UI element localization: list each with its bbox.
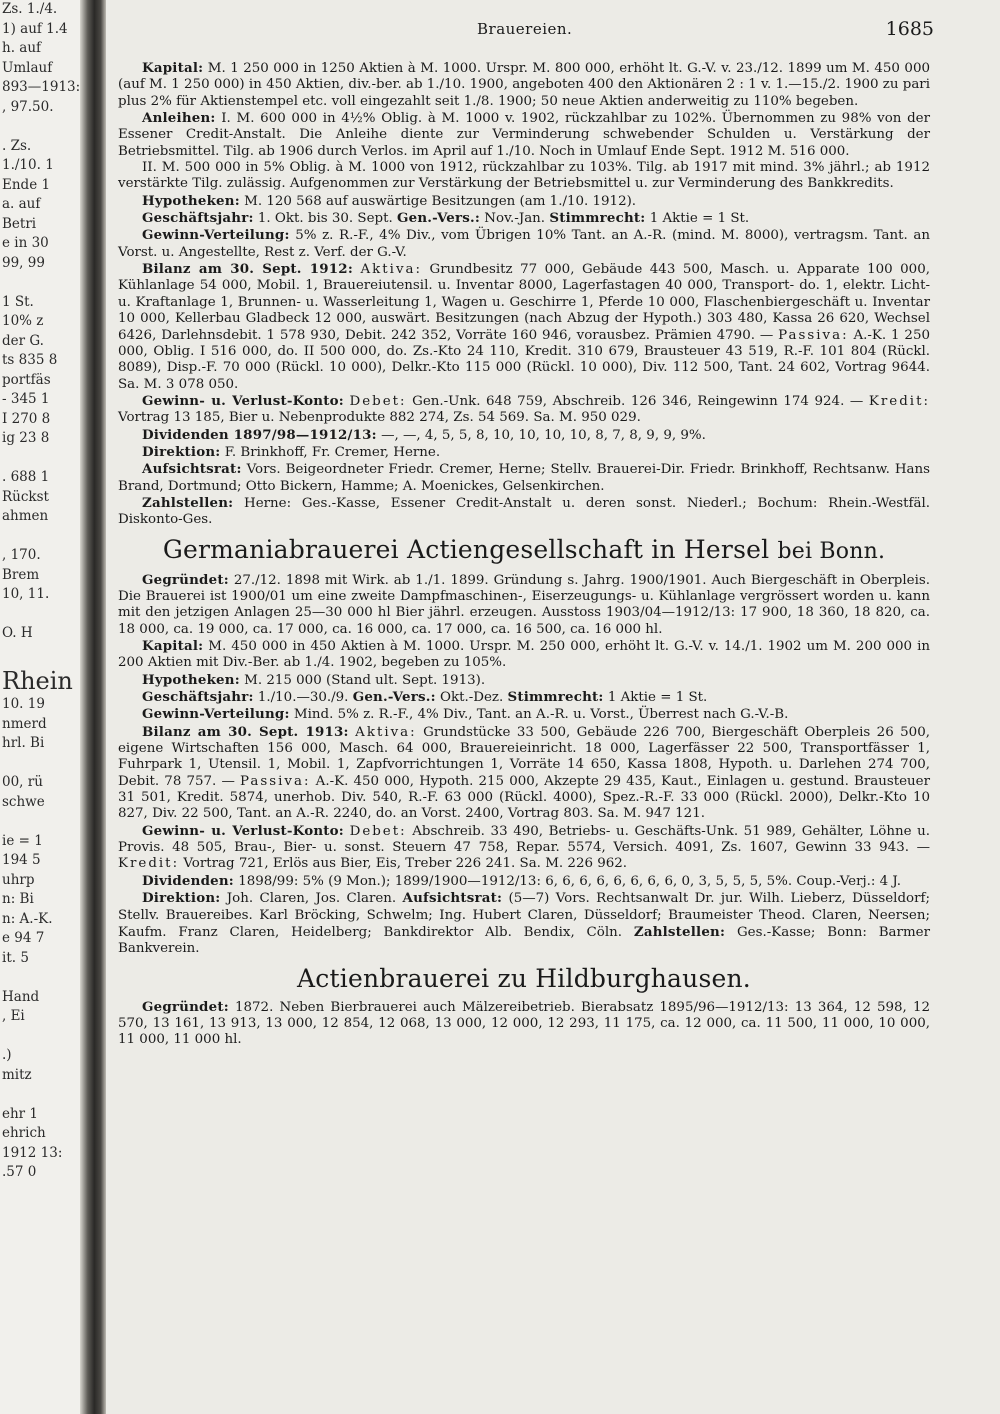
margin-fragment: Rückst — [2, 488, 49, 505]
kredit-text: Vortrag 13 185, Bier u. Nebenprodukte 882 274, Zs. 54 569. Sa. M. 950 029. — [118, 410, 641, 426]
gegruendet-label: Gegründet: — [142, 998, 229, 1015]
aufsichtsrat-text: (5—7) Vors. Rechtsanwalt Dr. jur. Wilh. Lieberz, Düsseldorf; Stellv. Brauereibes. Karl Bröcking, Schwelm; Ing. Hubert Claren, Düsseldorf; Braumeister Theod. Claren, Neersen; Kaufm. Franz Claren, Heidelberg; Bankdirektor Alb. Bendix, Cöln. — [118, 891, 930, 940]
debet-word: Debet: — [349, 823, 407, 839]
margin-fragment: Betri — [2, 215, 37, 232]
margin-fragment: 00, rü — [2, 774, 43, 790]
margin-fragment — [0, 644, 80, 664]
gegruendet-label: Gegründet: — [142, 571, 229, 588]
zahlstellen-text: Ges.-Kasse; Bonn: Barmer Bankverein. — [118, 924, 930, 957]
passiva-text: A.-K. 1 250 000, Oblig. I 516 000, do. II 500 000, do. Zs.-Kto 24 110, Kredit. 310 679, Brausteuer 43 519, R.-F. 101 804 (Rückl. 8089), Disp.-F. 70 000 (Rückl. 10 000), Delkr.-Kto 115 000 (Rückl. 10 000), Div. 112 500, Tant. 24 602, Vortrag 9644. Sa. M. 3 078 050. — [118, 327, 930, 392]
margin-fragment: Hand — [2, 988, 40, 1005]
genvers-label: Gen.-Vers.: — [352, 689, 436, 706]
margin-fragment: h. auf — [2, 40, 42, 56]
margin-fragment: 1 St. — [2, 293, 34, 310]
margin-fragment: e in 30 — [2, 235, 49, 251]
aufsichtsrat-paragraph — [118, 461, 930, 495]
stimmrecht-label: Stimmrecht: — [507, 689, 604, 706]
margin-fragment: 10, 11. — [2, 586, 50, 602]
margin-fragment: O. H — [2, 625, 33, 641]
margin-fragment: 99, 99 — [2, 254, 45, 271]
margin-fragment: n: Bi — [2, 891, 34, 907]
guv-label: Gewinn- u. Verlust-Konto: — [142, 822, 344, 839]
document-page — [112, 0, 938, 1414]
margin-fragment — [0, 754, 80, 774]
bilanz-paragraph — [118, 261, 930, 393]
gegruendet-text: 1872. Neben Bierbrauerei auch Mälzereibetrieb. Bierabsatz 1895/96—1912/13: 13 364, 12 598, 12 570, 13 161, 13 913, 13 000, 12 854, 12 068, 13 000, 12 000, 12 293, 11 175, ca. 12 000, ca. 11 500, 11 000, 10 000, 11 000, 11 000 hl. — [118, 999, 930, 1048]
margin-fragment — [0, 605, 80, 625]
margin-fragment: nmerd — [2, 715, 47, 732]
margin-fragment: ts 835 8 — [2, 352, 58, 368]
margin-fragment: 194 5 — [2, 852, 41, 868]
debet-text: Gen.-Unk. 648 759, Abschreib. 126 346, Reingewinn 174 924. — — [412, 393, 864, 409]
margin-fragment: . 688 1 — [2, 469, 50, 485]
dividenden-label: Dividenden: — [142, 872, 234, 889]
direktion-paragraph — [118, 444, 930, 461]
kredit-text: Vortrag 721, Erlös aus Bier, Eis, Treber 226 241. Sa. M. 226 962. — [183, 856, 628, 872]
margin-fragment: portfäs — [2, 371, 51, 388]
margin-fragment: Umlauf — [2, 59, 53, 76]
hypotheken-paragraph — [118, 193, 930, 210]
margin-fragment — [0, 273, 80, 293]
margin-fragment: 1) auf 1.4 — [2, 20, 68, 37]
gewinnverteilung-label: Gewinn-Verteilung: — [142, 227, 290, 244]
anleihen-paragraph-2 — [118, 160, 930, 193]
guv-paragraph — [118, 393, 930, 427]
genvers-label: Gen.-Vers.: — [397, 210, 481, 227]
aufsichtsrat-text: Vors. Beigeordneter Friedr. Cremer, Herne; Stellv. Brauerei-Dir. Friedr. Brinkhoff, Rechtsanw. Hans Brand, Dortmund; Otto Bickern, Hamme; A. Moenickes, Gelsenkirchen. — [118, 462, 930, 494]
gewinnverteilung-paragraph — [118, 227, 930, 261]
genvers-text: Okt.-Dez. — [439, 690, 504, 706]
kapital-label: Kapital: — [142, 638, 204, 654]
left-margin-bleed — [0, 0, 80, 1414]
margin-fragment: 10% z — [2, 313, 44, 329]
running-title: Brauereien. — [477, 20, 573, 38]
kapital-text: M. 1 250 000 in 1250 Aktien à M. 1000. Urspr. M. 800 000, erhöht lt. G.-V. v. 23./12. 1899 um M. 450 000 (auf M. 1 250 000) in 450 Aktien, div.-ber. ab 1./10. 1900, angeboten 400 den Aktionären 2 : 1 v. 1.—15./2. 1900 zu pari plus 2% für Aktienstempel etc. voll eingezahlt seit 1./8. 1900; 50 neue Aktien anderweitig zu 110% begeben. — [118, 61, 930, 109]
hypotheken-label: Hypotheken: — [142, 671, 240, 688]
margin-fragment — [0, 449, 80, 469]
margin-fragment: Ende 1 — [2, 176, 51, 193]
guv-label: Gewinn- u. Verlust-Konto: — [142, 392, 344, 409]
genvers-text: Nov.-Jan. — [484, 211, 546, 227]
company-heading-hildburghausen — [118, 964, 930, 994]
margin-fragment: , 97.50. — [2, 98, 54, 115]
passiva-word: Passiva: — [778, 327, 849, 343]
bilanz-label: Bilanz am 30. Sept. 1913: — [142, 723, 349, 740]
dividenden-label: Dividenden 1897/98—1912/13: — [142, 426, 377, 443]
debet-text: Abschreib. 33 490, Betriebs- u. Geschäfts-Unk. 51 989, Gehälter, Löhne u. Provis. 48 505, Brau-, Bier- u. sonst. Steuern 47 758, Repar. 5574, Versich. 4091, Zs. 1607, Gewinn 33 943. — — [118, 823, 931, 856]
guv-paragraph — [118, 823, 930, 873]
anleihen-text-2: II. M. 500 000 in 5% Oblig. à M. 1000 von 1912, rückzahlbar zu 103%. Tilg. ab 1917 mit mind. 3% jährl.; ab 1912 verstärkte Tilg. zulässig. Aufgenommen zur Verstärkung der Betriebsmittel u. zur Verminderung des Bankkredits. — [118, 160, 930, 192]
margin-fragment: .57 0 — [2, 1164, 37, 1180]
direktion-text: Joh. Claren, Jos. Claren. — [226, 891, 397, 907]
passiva-word: Passiva: — [240, 773, 311, 789]
geschaeftsjahr-text: 1. Okt. bis 30. Sept. — [257, 211, 393, 227]
zahlstellen-text: Herne: Ges.-Kasse, Essener Credit-Anstalt u. deren sonst. Niederl.; Bochum: Rhein.-Westfäl. Diskonto-Ges. — [118, 495, 930, 528]
margin-fragment — [0, 968, 80, 988]
gewinnverteilung-text: Mind. 5% z. R.-F., 4% Div., Tant. an A.-R. u. Vorst., Überrest nach G.-V.-B. — [293, 707, 789, 723]
dividenden-text: —, —, 4, 5, 5, 8, 10, 10, 10, 10, 8, 7, 8, 9, 9, 9%. — [381, 427, 706, 443]
margin-fragment: it. 5 — [2, 949, 29, 966]
gewinnverteilung-text: 5% z. R.-F., 4% Div., vom Übrigen 10% Tant. an A.-R. (mind. M. 8000), vertragsm. Tant. an Vorst. u. Angestellte, Rest z. Verf. der G.-V. — [118, 228, 930, 260]
margin-fragment: der G. — [2, 332, 44, 349]
company-title: Germaniabrauerei Actiengesellschaft in Hersel — [162, 534, 770, 564]
margin-fragment — [0, 1027, 80, 1047]
kapital-label: Kapital: — [142, 60, 204, 76]
margin-fragment: ehr 1 — [2, 1105, 39, 1122]
debet-word: Debet: — [349, 393, 407, 409]
margin-fragment: Brem — [2, 566, 40, 583]
zahlstellen-paragraph — [118, 495, 930, 529]
geschaeftsjahr-paragraph — [118, 210, 930, 227]
gegruendet-paragraph — [118, 572, 930, 638]
margin-fragment — [0, 1085, 80, 1105]
margin-fragment — [0, 527, 80, 547]
margin-fragment: 1912 13: — [2, 1144, 63, 1161]
hypotheken-paragraph — [118, 672, 930, 689]
aktiva-word: Aktiva: — [360, 262, 423, 278]
geschaeftsjahr-paragraph — [118, 689, 930, 706]
margin-fragment: . Zs. — [2, 137, 32, 154]
margin-fragment: n: A.-K. — [2, 910, 53, 927]
aktiva-text: Grundbesitz 77 000, Gebäude 443 500, Masch. u. Apparate 100 000, Kühlanlage 54 000, Mobil. 1, Brauereiutensil. u. Inventar 8000, Lagerfastagen 40 000, Transport- do. 1, elektr. Licht- u. Kraftanlage 1, Brunnen- u. Wasserleitung 1, Wagen u. Geschirre 1, Pferde 10 000, Flaschenbiergeschäft u. Inventar 10 000, Kellerbau Gladbeck 12 000, auswärt. Besitzungen (nach Abzug der Hypoth.) 303 480, Kassa 26 620, Wechsel 6426, Darlehnsdebit. 1 578 930, Debit. 242 352, Vorräte 160 946, vorausbez. Prämien 4790. — — [118, 262, 930, 343]
direktion-paragraph — [118, 890, 930, 957]
dividenden-paragraph — [118, 873, 930, 890]
margin-fragment: a. auf — [2, 196, 41, 212]
margin-fragment: , Ei — [2, 1008, 25, 1024]
margin-fragment: , 170. — [2, 547, 41, 563]
geschaeftsjahr-label: Geschäftsjahr: — [142, 210, 254, 227]
aufsichtsrat-label: Aufsichtsrat: — [402, 890, 503, 907]
margin-fragment: ie = 1 — [2, 832, 43, 849]
geschaeftsjahr-text: 1./10.—30./9. — [257, 690, 349, 706]
dividenden-paragraph — [118, 427, 930, 444]
margin-fragment: 893—1913: — [2, 79, 80, 95]
aktiva-word: Aktiva: — [355, 724, 417, 740]
hypotheken-text: M. 215 000 (Stand ult. Sept. 1913). — [244, 672, 486, 688]
kredit-word: Kredit: — [118, 856, 180, 872]
anleihen-text: I. M. 600 000 in 4½% Oblig. à M. 1000 v. 1902, rückzahlbar zu 102%. Übernommen zu 98% von der Essener Credit-Anstalt. Die Anleihe diente zur Verminderung schwebender Schulden u. Verstärkung der Betriebsmittel. Tilg. ab 1906 durch Verlos. im April auf 1./10. Noch in Umlauf Ende Sept. 1912 M. 516 000. — [118, 111, 930, 159]
hypotheken-text: M. 120 568 auf auswärtige Besitzungen (am 1./10. 1912). — [244, 193, 637, 209]
margin-fragment: .) — [2, 1047, 12, 1063]
company-title-suffix: bei Bonn. — [777, 538, 886, 564]
bilanz-label: Bilanz am 30. Sept. 1912: — [142, 261, 353, 278]
margin-fragment: ig 23 8 — [2, 430, 50, 446]
gewinnverteilung-paragraph — [118, 706, 930, 723]
margin-fragment — [0, 812, 80, 832]
zahlstellen-label: Zahlstellen: — [142, 494, 234, 511]
margin-fragment: - 345 1 — [2, 391, 50, 407]
dividenden-text: 1898/99: 5% (9 Mon.); 1899/1900—1912/13: 6, 6, 6, 6, 6, 6, 6, 6, 0, 3, 5, 5, 5, 5%. Coup.-Verj.: 4 J. — [238, 873, 902, 889]
aufsichtsrat-label: Aufsichtsrat: — [142, 461, 242, 478]
stimmrecht-label: Stimmrecht: — [549, 210, 646, 227]
text-body — [118, 60, 930, 1049]
stimmrecht-text: 1 Aktie = 1 St. — [607, 690, 708, 706]
margin-fragment: Zs. 1./4. — [2, 1, 58, 17]
company-heading-germaniabrauerei — [118, 535, 930, 567]
margin-fragment: 10. 19 — [2, 696, 45, 712]
margin-fragment: e 94 7 — [2, 930, 45, 946]
kredit-word: Kredit: — [868, 393, 930, 409]
margin-fragment: Rhein — [2, 667, 73, 695]
margin-fragment: I 270 8 — [2, 410, 51, 427]
aktiva-text: Grundstücke 33 500, Gebäude 226 700, Biergeschäft Oberpleis 26 500, eigene Wirtschaften 156 000, Masch. 64 000, Brauereieinricht. 18 000, Lagerfässer 22 500, Transportfässer 1, Fuhrpark 1, Utensil. 1, Mobil. 1, Zapfvorrichtungen 1, Vorräte 14 650, Kassa 1808, Hypoth. u. Darlehen 274 700, Debit. 78 757. — — [118, 724, 930, 789]
kapital-text: M. 450 000 in 450 Aktien à M. 1000. Urspr. M. 250 000, erhöht lt. G.-V. v. 14./1. 1902 um M. 200 000 in 200 Aktien mit Div.-Ber. ab 1./4. 1902, begeben zu 105%. — [118, 639, 930, 671]
anleihen-label: Anleihen: — [142, 110, 216, 127]
margin-fragment: ahmen — [2, 508, 49, 524]
direktion-label: Direktion: — [142, 443, 221, 460]
anleihen-paragraph — [118, 110, 930, 160]
margin-fragment: ehrich — [2, 1125, 46, 1141]
margin-fragment: mitz — [2, 1066, 32, 1083]
gewinnverteilung-label: Gewinn-Verteilung: — [142, 706, 290, 723]
bilanz-paragraph — [118, 724, 930, 823]
margin-fragment: hrl. Bi — [2, 735, 45, 751]
book-spine-shadow — [80, 0, 106, 1414]
passiva-text: A.-K. 450 000, Hypoth. 215 000, Akzepte 29 435, Kaut., Einlagen u. gestund. Brausteuer 31 501, Kredit. 5874, unerhob. Div. 540, R.-F. 63 000 (Rückl. 4000), Spez.-R.-F. 33 000 (Rückl. 2000), Delkr.-Kto 10 827, Div. 22 500, Tant. an A.-R. 2240, do. an Vorst. 2400, Vortrag 803. Sa. M. 947 121. — [118, 773, 930, 822]
zahlstellen-label: Zahlstellen: — [633, 923, 726, 940]
margin-fragment: uhrp — [2, 871, 35, 888]
direktion-text: F. Brinkhoff, Fr. Cremer, Herne. — [224, 444, 441, 460]
kapital-paragraph — [118, 60, 930, 110]
geschaeftsjahr-label: Geschäftsjahr: — [142, 689, 254, 706]
gegruendet-text: 27./12. 1898 mit Wirk. ab 1./1. 1899. Gründung s. Jahrg. 1900/1901. Auch Biergeschäft in Oberpleis. Die Brauerei ist 1900/01 um eine zweite Dampfmaschinen-, Eiserzeugungs- u. Kühlanlage vergrössert worden u. kann mit den jetzigen Anlagen 25—30 000 hl Bier jährl. erzeugen. Ausstoss 1903/04—1912/13: 17 900, 18 360, 18 820, ca. 18 000, ca. 19 000, ca. 17 000, ca. 16 000, ca. 17 000, ca. 16 500, ca. 16 000 hl. — [118, 572, 930, 637]
stimmrecht-text: 1 Aktie = 1 St. — [649, 211, 750, 227]
margin-fragment — [0, 117, 80, 137]
running-head — [112, 20, 938, 46]
hypotheken-label: Hypotheken: — [142, 192, 240, 209]
kapital-paragraph — [118, 638, 930, 672]
page-number: 1685 — [885, 18, 934, 40]
margin-fragment: schwe — [2, 793, 45, 810]
gegruendet-paragraph — [118, 999, 930, 1049]
margin-fragment: 1./10. 1 — [2, 157, 54, 173]
direktion-label: Direktion: — [142, 890, 221, 907]
company-title: Actienbrauerei zu Hildburghausen. — [297, 963, 751, 993]
